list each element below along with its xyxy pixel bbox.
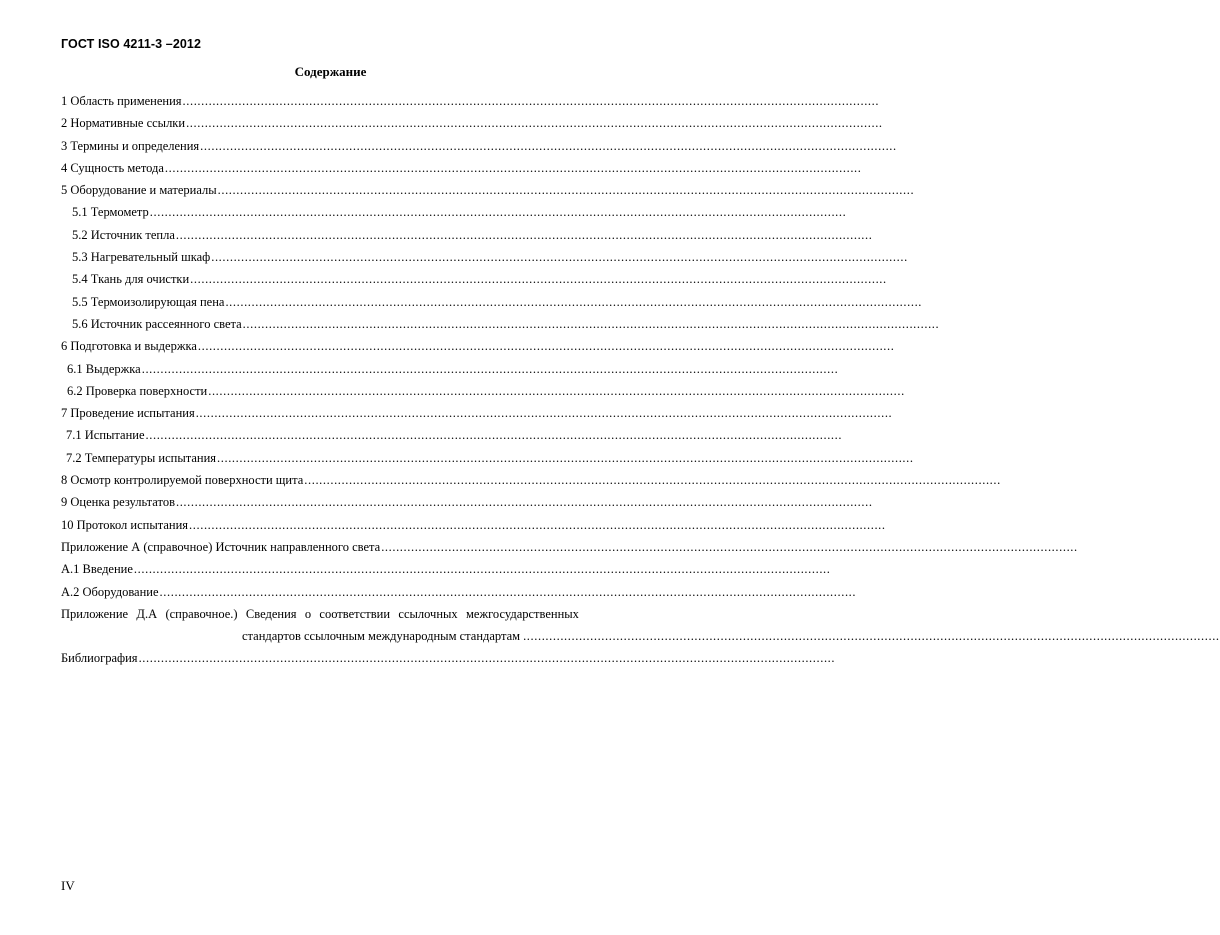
dot-leader: ........................................................................................................................................................................................... [197,339,895,354]
dot-leader: ........................................................................................................................................................................................... [195,406,893,421]
toc-entry-line1: Приложение Д.А (справочное.) Сведения о соответствии ссылочных межгосударственных [61,606,579,621]
dot-leader: ........................................................................................................................................................................................... [225,294,923,309]
dot-leader: ........................................................................................................................................................................................... [211,250,908,265]
dot-leader: ........................................................................................................................................................................................... [190,272,887,287]
dot-leader: ........................................................................................................................................................................................... [164,160,862,175]
dot-leader: ........................................................................................................................................................................................... [141,361,839,376]
toc-entry[interactable]: А.2 Оборудование ........................................................................................................................................................................................... [61,581,579,603]
toc-entry[interactable]: 1 Область применения ........................................................................................................................................................................................... [61,90,579,112]
dot-leader: ........................................................................................................................................................................................... [133,562,831,577]
page-number: IV [61,878,75,893]
toc-entry[interactable]: 7 Проведение испытания ........................................................................................................................................................................................... [61,402,579,424]
toc-entry[interactable]: 2 Нормативные ссылки ........................................................................................................................................................................................... [61,112,579,134]
toc-entry[interactable]: 6 Подготовка и выдержка ........................................................................................................................................................................................... [61,335,579,357]
dot-leader: ........................................................................................................................................................................................... [217,450,914,465]
dot-leader: ........................................................................................................................................................................................... [175,227,873,242]
document-code: ГОСТ ISO 4211-3 –2012 [61,37,202,51]
toc-entry[interactable]: 6.2 Проверка поверхности ........................................................................................................................................................................................... [61,380,579,402]
toc-entry[interactable]: 5.5 Термоизолирующая пена ........................................................................................................................................................................................... [61,291,579,313]
dot-leader: ........................................................................................................................................................................................... [217,183,915,198]
dot-leader: ........................................................................................................................................................................................... [149,205,847,220]
toc-entry[interactable]: 7.2 Температуры испытания ........................................................................................................................................................................................... [61,447,579,469]
toc-entry[interactable]: 6.1 Выдержка ........................................................................................................................................................................................... [61,358,579,380]
toc-entry[interactable]: 5.4 Ткань для очистки ........................................................................................................................................................................................... [61,268,579,290]
toc-entry[interactable]: 5.1 Термометр ........................................................................................................................................................................................... [61,201,579,223]
toc-entry[interactable]: 5.6 Источник рассеянного света ........................................................................................................................................................................................... [61,313,579,335]
dot-leader: ........................................................................................................................................................................................... [523,629,1220,644]
dot-leader: ........................................................................................................................................................................................... [138,651,836,666]
dot-leader: ........................................................................................................................................................................................... [186,116,883,131]
toc-entry[interactable]: 10 Протокол испытания ........................................................................................................................................................................................... [61,514,579,536]
toc-entry[interactable]: А.1 Введение ........................................................................................................................................................................................... [61,558,579,580]
toc-title: Содержание [294,64,367,79]
dot-leader: ........................................................................................................................................................................................... [145,428,843,443]
toc-entry-line2: стандартов ссылочным международным стандартам ........................................................................................................................................................................................... [61,625,579,647]
dot-leader: ........................................................................................................................................................................................... [189,517,886,532]
table-of-contents [61,90,1220,670]
toc-entry[interactable]: 5.2 Источник тепла ........................................................................................................................................................................................... [61,224,579,246]
dot-leader: ........................................................................................................................................................................................... [381,539,1078,554]
toc-entry[interactable]: 7.1 Испытание ........................................................................................................................................................................................... [61,424,579,446]
toc-entry[interactable]: 5 Оборудование и материалы ........................................................................................................................................................................................... [61,179,579,201]
dot-leader: ........................................................................................................................................................................................... [304,473,1001,488]
dot-leader: ........................................................................................................................................................................................... [200,138,897,153]
dot-leader: ........................................................................................................................................................................................... [159,584,857,599]
dot-leader: ........................................................................................................................................................................................... [208,383,905,398]
toc-entry-annex-da[interactable] [61,603,1220,648]
toc-entry[interactable]: 3 Термины и определения ........................................................................................................................................................................................... [61,135,579,157]
toc-entry[interactable]: 9 Оценка результатов ........................................................................................................................................................................................... [61,491,579,513]
toc-entry[interactable]: 8 Осмотр контролируемой поверхности щита ........................................................................................................................................................................................... [61,469,579,491]
toc-entry[interactable]: Приложение А (справочное) Источник направленного света ........................................................................................................................................................................................... [61,536,579,558]
toc-entry[interactable]: 4 Сущность метода ........................................................................................................................................................................................... [61,157,579,179]
dot-leader: ........................................................................................................................................................................................... [242,316,940,331]
toc-entry[interactable]: 5.3 Нагревательный шкаф ........................................................................................................................................................................................... [61,246,579,268]
dot-leader: ........................................................................................................................................................................................... [182,94,880,108]
dot-leader: ........................................................................................................................................................................................... [175,495,873,510]
toc-entry[interactable]: Библиография ........................................................................................................................................................................................... [61,647,579,669]
